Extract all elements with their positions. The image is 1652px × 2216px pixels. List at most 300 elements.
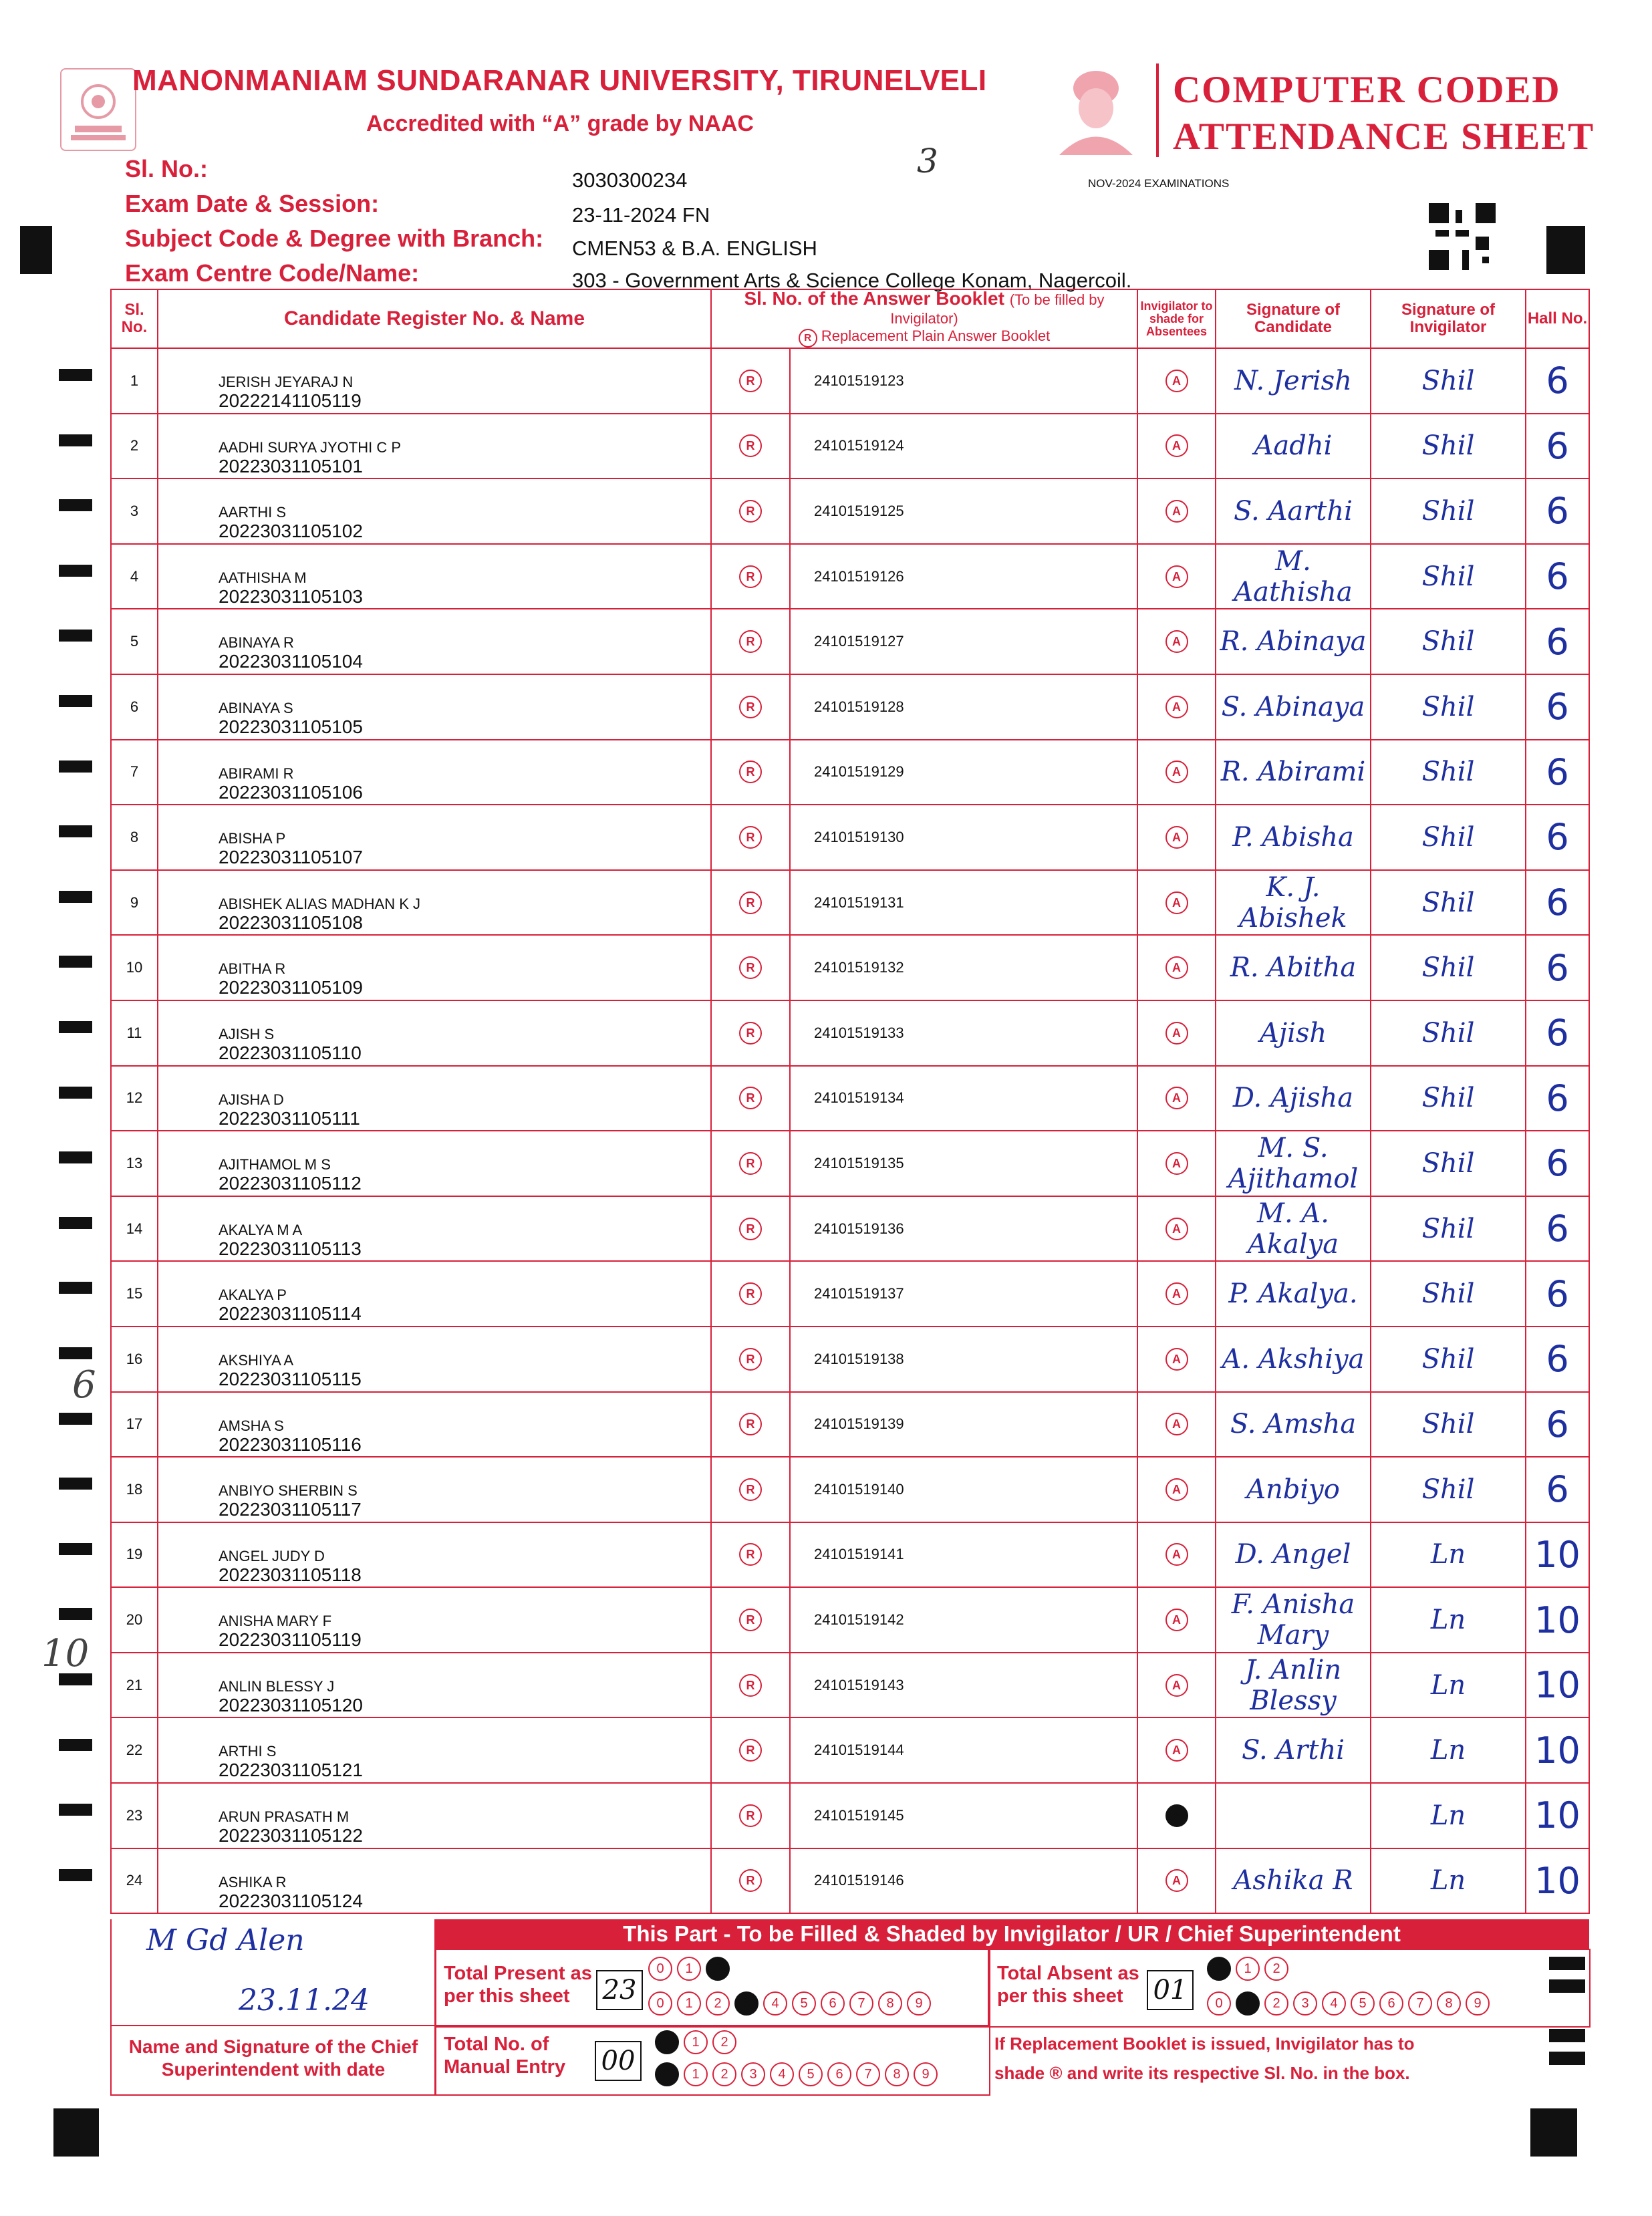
candidate-name: ARTHI S [219,1743,277,1760]
row-candidate [158,478,711,544]
timing-mark-right [1549,2029,1585,2042]
booklet-number: 24101519123 [790,348,1137,414]
replacement-r-bubble[interactable]: R [739,1413,762,1435]
candidate-signature: M. A. Akalya [1216,1196,1371,1262]
candidate-signature: A. Akshiya [1216,1327,1371,1392]
manual-entry-tens-bubbles[interactable] [655,2030,741,2054]
booklet-number: 24101519139 [790,1392,1137,1458]
timing-mark-left [59,499,92,511]
hall-number: 10 [1526,1587,1589,1653]
total-present-value: 23 [596,1970,643,2010]
table-row [111,609,1589,674]
header-divider [1156,63,1159,157]
chief-date: 23.11.24 [239,1983,370,2018]
invigilator-signature: Shil [1371,935,1526,1000]
hall-number: 6 [1526,1327,1589,1392]
hall-number: 6 [1526,1066,1589,1131]
timing-mark-left [59,369,92,381]
invigilator-signature: Ln [1371,1717,1526,1783]
centre-value: 303 - Government Arts & Science College Konam, Nagercoil. [572,269,1132,292]
absentee-cell [1137,1522,1216,1588]
replacement-r-bubble[interactable]: R [739,565,762,588]
replacement-bubble-cell [711,1261,790,1327]
timing-mark-left [59,956,92,968]
replacement-r-bubble[interactable]: R [739,370,762,392]
replacement-bubble-cell [711,935,790,1000]
col-booklet-title: Sl. No. of the Answer Booklet [744,288,1004,309]
absentee-cell [1137,1261,1216,1327]
invigilator-signature: Shil [1371,674,1526,740]
absentee-a-bubble[interactable]: A [1165,1348,1188,1371]
digit-bubble[interactable]: 2 [712,2030,736,2054]
replacement-r-bubble[interactable]: R [739,891,762,914]
absentee-a-bubble[interactable]: A [1165,1152,1188,1175]
table-row [111,1261,1589,1327]
digit-bubble[interactable]: 2 [1264,1991,1288,2016]
replacement-bubble-cell [711,1653,790,1718]
invigilator-signature: Ln [1371,1653,1526,1718]
digit-bubble[interactable]: 3 [1293,1991,1317,2016]
table-row [111,1196,1589,1262]
register-number: 20223031105110 [219,1042,362,1063]
invigilator-signature: Shil [1371,1392,1526,1458]
replacement-r-bubble[interactable]: R [739,1478,762,1501]
absentee-a-bubble[interactable]: A [1165,1218,1188,1240]
replacement-r-bubble[interactable]: R [739,1087,762,1109]
replacement-r-bubble[interactable]: R [739,1739,762,1762]
timing-mark-left [59,1282,92,1294]
timing-mark-left [59,1087,92,1099]
total-absent-tens-bubbles[interactable] [1207,1957,1293,1981]
digit-bubble[interactable]: 3 [741,2062,765,2086]
replacement-r-bubble[interactable]: R [739,1869,762,1892]
replacement-bubble-cell [711,478,790,544]
booklet-number: 24101519140 [790,1457,1137,1522]
table-row [111,478,1589,544]
hall-number: 6 [1526,609,1589,674]
digit-bubble[interactable]: 4 [770,2062,794,2086]
digit-bubble[interactable]: 6 [827,2062,851,2086]
absentee-a-bubble[interactable]: A [1165,370,1188,392]
hall-number: 6 [1526,740,1589,805]
digit-bubble[interactable]: 7 [849,1991,873,2016]
digit-bubble[interactable]: 0 [648,1957,672,1981]
timing-mark-left [59,1804,92,1816]
absentee-a-bubble[interactable]: A [1165,630,1188,653]
replacement-bubble-cell [711,805,790,870]
digit-bubble[interactable]: 5 [792,1991,816,2016]
absentee-a-bubble[interactable]: A [1165,565,1188,588]
invigilator-signature: Shil [1371,609,1526,674]
row-sl: 19 [111,1522,158,1588]
absentee-a-bubble[interactable]: A [1165,1543,1188,1566]
replacement-bubble-cell [711,870,790,936]
replacement-bubble-cell [711,1000,790,1066]
candidate-signature: J. Anlin Blessy [1216,1653,1371,1718]
timing-mark-left [59,630,92,642]
candidate-signature: R. Abitha [1216,935,1371,1000]
digit-bubble[interactable]: 2 [712,2062,736,2086]
invigilator-signature: Shil [1371,1261,1526,1327]
absentee-cell [1137,674,1216,740]
replacement-note [994,2029,1422,2088]
register-number: 20223031105115 [219,1368,362,1389]
absentee-cell [1137,1783,1216,1848]
replacement-bubble-cell [711,1457,790,1522]
replacement-r-bubble[interactable]: R [739,760,762,783]
row-sl: 12 [111,1066,158,1131]
replacement-r-bubble[interactable]: R [739,1218,762,1240]
absentee-a-bubble[interactable]: A [1165,956,1188,979]
invigilator-signature: Shil [1371,544,1526,609]
table-row [111,544,1589,609]
candidate-signature: S. Abinaya [1216,674,1371,740]
register-number: 20223031105106 [219,781,363,803]
hall-number: 6 [1526,1261,1589,1327]
row-candidate [158,870,711,936]
replacement-bubble-cell [711,740,790,805]
register-number: 20223031105121 [219,1760,363,1781]
absentee-a-bubble[interactable]: A [1165,434,1188,457]
candidate-signature: N. Jerish [1216,348,1371,414]
register-number: 20223031105119 [219,1629,362,1651]
hall-number: 6 [1526,935,1589,1000]
table-row [111,935,1589,1000]
digit-bubble[interactable]: 0 [655,2062,679,2086]
replacement-r-bubble[interactable]: R [739,1348,762,1371]
table-row [111,1848,1589,1914]
hall-number: 10 [1526,1783,1589,1848]
row-sl: 8 [111,805,158,870]
candidate-name: ANBIYO SHERBIN S [219,1482,358,1500]
row-sl: 20 [111,1587,158,1653]
absentee-cell [1137,544,1216,609]
row-sl: 13 [111,1131,158,1196]
digit-bubble[interactable]: 0 [655,2030,679,2054]
footer-title-bar: This Part - To be Filled & Shaded by Invigilator / UR / Chief Superintendent [434,1919,1589,1949]
table-row [111,1392,1589,1458]
row-sl: 24 [111,1848,158,1914]
row-candidate [158,1457,711,1522]
table-row [111,414,1589,479]
col-absentee: Invigilator to shade for Absentees [1137,289,1216,348]
row-sl: 17 [111,1392,158,1458]
digit-bubble[interactable]: 1 [684,2030,708,2054]
absentee-a-bubble[interactable]: A [1165,826,1188,849]
absentee-cell [1137,740,1216,805]
absentee-a-bubble[interactable]: A [1165,1413,1188,1435]
absentee-cell [1137,478,1216,544]
row-sl: 18 [111,1457,158,1522]
replacement-r-bubble[interactable]: R [739,1282,762,1305]
hall-number: 6 [1526,414,1589,479]
total-present-units-bubbles[interactable] [648,1991,936,2016]
row-candidate [158,1717,711,1783]
candidate-name: ANISHA MARY F [219,1613,332,1630]
digit-bubble[interactable]: 7 [1408,1991,1432,2016]
total-present-box [434,1949,990,2028]
row-candidate [158,609,711,674]
row-sl: 21 [111,1653,158,1718]
row-candidate [158,348,711,414]
absentee-a-bubble[interactable]: A [1165,891,1188,914]
row-candidate [158,1848,711,1914]
replacement-r-bubble[interactable]: R [739,1152,762,1175]
total-absent-value: 01 [1147,1970,1194,2010]
replacement-bubble-cell [711,1066,790,1131]
candidate-name: AADHI SURYA JYOTHI C P [219,438,402,456]
row-sl: 15 [111,1261,158,1327]
absentee-a-bubble[interactable]: A [1165,1282,1188,1305]
replacement-bubble-cell [711,414,790,479]
digit-bubble[interactable]: 6 [821,1991,845,2016]
absentee-a-bubble[interactable]: A [1165,1478,1188,1501]
row-sl: 9 [111,870,158,936]
absentee-cell [1137,609,1216,674]
chief-label: Name and Signature of the Chief Superintendent with date [128,2036,418,2080]
replacement-r-bubble[interactable]: R [739,956,762,979]
digit-bubble[interactable]: 1 [677,1957,701,1981]
sl-no-label: Sl. No.: [125,155,208,182]
register-number: 20223031105112 [219,1173,362,1194]
replacement-bubble-cell [711,1196,790,1262]
row-candidate [158,1066,711,1131]
col-hall: Hall No. [1526,289,1589,348]
candidate-signature: R. Abirami [1216,740,1371,805]
total-absent-label: Total Absent as per this sheet [997,1963,1139,2007]
timing-mark-left [59,695,92,707]
total-present-tens-bubbles[interactable] [648,1957,734,1981]
hall-number: 6 [1526,478,1589,544]
timing-mark-left [59,1413,92,1425]
booklet-number: 24101519129 [790,740,1137,805]
absentee-cell [1137,1848,1216,1914]
digit-bubble[interactable]: 9 [907,1991,931,2016]
col-sig-candidate: Signature of Candidate [1216,289,1371,348]
digit-bubble[interactable]: 2 [706,1991,730,2016]
replacement-r-bubble[interactable]: R [739,696,762,718]
digit-bubble[interactable]: 8 [885,2062,909,2086]
row-sl: 5 [111,609,158,674]
table-row [111,1000,1589,1066]
row-candidate [158,414,711,479]
candidate-signature: R. Abinaya [1216,609,1371,674]
col-booklet-note: (To be filled by Invigilator) [890,291,1105,327]
absentee-cell [1137,1066,1216,1131]
row-sl: 4 [111,544,158,609]
timing-mark-left [59,434,92,446]
digit-bubble[interactable]: 5 [1351,1991,1375,2016]
candidate-name: ANLIN BLESSY J [219,1677,335,1695]
digit-bubble[interactable]: 2 [1264,1957,1288,1981]
accreditation: Accredited with “A” grade by NAAC [366,111,754,136]
invigilator-signature: Ln [1371,1522,1526,1588]
candidate-name: AJITHAMOL M S [219,1156,331,1173]
booklet-number: 24101519143 [790,1653,1137,1718]
exam-date-value: 23-11-2024 FN [572,203,710,227]
candidate-name: AJISH S [219,1025,275,1043]
candidate-signature: S. Arthi [1216,1717,1371,1783]
digit-bubble[interactable]: 0 [648,1991,672,2016]
booklet-number: 24101519135 [790,1131,1137,1196]
booklet-number: 24101519145 [790,1783,1137,1848]
absentee-a-bubble[interactable]: A [1165,1674,1188,1697]
candidate-signature: Aadhi [1216,414,1371,479]
register-number: 20223031105105 [219,716,363,737]
candidate-signature: D. Angel [1216,1522,1371,1588]
booklet-number: 24101519137 [790,1261,1137,1327]
centre-label: Exam Centre Code/Name: [125,259,420,287]
document-title-line2: ATTENDANCE SHEET [1173,116,1595,158]
absentee-cell [1137,1131,1216,1196]
absentee-cell [1137,1653,1216,1718]
digit-bubble[interactable]: 0 [1207,1991,1231,2016]
booklet-number: 24101519126 [790,544,1137,609]
invigilator-signature: Shil [1371,805,1526,870]
digit-bubble[interactable]: 1 [1236,1957,1260,1981]
absentee-a-bubble[interactable]: A [1165,1804,1188,1827]
booklet-number: 24101519128 [790,674,1137,740]
digit-bubble[interactable]: 9 [1466,1991,1490,2016]
candidate-name: ABISHEK ALIAS MADHAN K J [219,895,420,912]
timing-mark-left [59,1478,92,1490]
absentee-a-bubble[interactable]: A [1165,1087,1188,1109]
col-booklet-sub: Replacement Plain Answer Booklet [821,327,1051,344]
col-candidate: Candidate Register No. & Name [158,289,711,348]
row-candidate [158,1392,711,1458]
register-number: 20223031105120 [219,1694,363,1715]
digit-bubble[interactable]: 3 [734,1991,759,2016]
replacement-bubble-cell [711,1392,790,1458]
candidate-name: ABITHA R [219,960,286,978]
absentee-cell [1137,1457,1216,1522]
replacement-r-bubble[interactable]: R [739,1022,762,1045]
row-sl: 10 [111,935,158,1000]
booklet-number: 24101519132 [790,935,1137,1000]
digit-bubble[interactable]: 2 [706,1957,730,1981]
digit-bubble[interactable]: 9 [914,2062,938,2086]
hall-number: 6 [1526,1000,1589,1066]
replacement-bubble-cell [711,609,790,674]
invigilator-signature: Shil [1371,348,1526,414]
replacement-r-bubble[interactable]: R [739,1609,762,1631]
booklet-number: 24101519138 [790,1327,1137,1392]
digit-bubble[interactable]: 7 [856,2062,880,2086]
subject-value: CMEN53 & B.A. ENGLISH [572,237,817,260]
candidate-signature: K. J. Abishek [1216,870,1371,936]
margin-mark-6: 6 [72,1363,96,1407]
invigilator-signature: Shil [1371,1066,1526,1131]
replacement-r-bubble[interactable]: R [739,1543,762,1566]
register-number: 20223031105113 [219,1238,362,1259]
candidate-name: AMSHA S [219,1417,284,1434]
booklet-number: 24101519142 [790,1587,1137,1653]
row-sl: 6 [111,674,158,740]
replacement-r-icon: R [799,329,817,348]
timing-mark-left [59,760,92,773]
invigilator-signature: Shil [1371,1457,1526,1522]
row-candidate [158,740,711,805]
digit-bubble[interactable]: 4 [1322,1991,1346,2016]
absentee-a-bubble[interactable]: A [1165,500,1188,523]
digit-bubble[interactable]: 6 [1379,1991,1403,2016]
margin-mark-10: 10 [41,1632,90,1675]
replacement-bubble-cell [711,1848,790,1914]
register-number: 20223031105117 [219,1499,362,1520]
document-title-line1: COMPUTER CODED [1173,69,1561,111]
replacement-r-bubble[interactable]: R [739,826,762,849]
absentee-a-bubble[interactable]: A [1165,1739,1188,1762]
timing-mark-right [1549,2052,1585,2065]
replacement-bubble-cell [711,1327,790,1392]
absentee-cell [1137,1587,1216,1653]
candidate-name: AJISHA D [219,1091,284,1108]
row-candidate [158,805,711,870]
exam-date-label: Exam Date & Session: [125,190,380,217]
hall-number: 10 [1526,1653,1589,1718]
manual-entry-units-bubbles[interactable] [655,2062,942,2086]
digit-bubble[interactable]: 0 [1207,1957,1231,1981]
candidate-name: AKSHIYA A [219,1351,294,1369]
replacement-bubble-cell [711,348,790,414]
row-sl: 2 [111,414,158,479]
absentee-a-bubble[interactable]: A [1165,1869,1188,1892]
absentee-a-bubble[interactable]: A [1165,1609,1188,1631]
digit-bubble[interactable]: 4 [763,1991,787,2016]
digit-bubble[interactable]: 1 [677,1991,701,2016]
invigilator-signature: Shil [1371,478,1526,544]
digit-bubble[interactable]: 5 [799,2062,823,2086]
subject-label: Subject Code & Degree with Branch: [125,225,544,252]
table-row [111,1327,1589,1392]
invigilator-signature: Shil [1371,1000,1526,1066]
row-candidate [158,1587,711,1653]
chief-signature-box [110,1919,436,2026]
absentee-a-bubble[interactable]: A [1165,760,1188,783]
row-sl: 11 [111,1000,158,1066]
digit-bubble[interactable]: 1 [1236,1991,1260,2016]
digit-bubble[interactable]: 1 [684,2062,708,2086]
absentee-a-bubble[interactable]: A [1165,696,1188,718]
absentee-cell [1137,1196,1216,1262]
hall-number: 6 [1526,870,1589,936]
timing-mark-left [59,825,92,837]
replacement-r-bubble[interactable]: R [739,500,762,523]
timing-mark-left [59,891,92,903]
replacement-r-bubble[interactable]: R [739,1674,762,1697]
absentee-cell [1137,1000,1216,1066]
timing-mark-left [59,1021,92,1033]
digit-bubble[interactable]: 8 [1437,1991,1461,2016]
absentee-a-bubble[interactable]: A [1165,1022,1188,1045]
digit-bubble[interactable]: 8 [878,1991,902,2016]
candidate-signature: Ajish [1216,1000,1371,1066]
table-row [111,1717,1589,1783]
replacement-r-bubble[interactable]: R [739,1804,762,1827]
replacement-r-bubble[interactable]: R [739,434,762,457]
invigilator-signature: Ln [1371,1587,1526,1653]
university-logo [60,68,136,151]
candidate-signature: P. Abisha [1216,805,1371,870]
register-number: 20223031105107 [219,847,363,868]
row-candidate [158,1522,711,1588]
total-absent-units-bubbles[interactable] [1207,1991,1494,2016]
timing-block-right [1546,226,1585,274]
register-number: 20223031105122 [219,1825,363,1846]
table-row [111,674,1589,740]
replacement-r-bubble[interactable]: R [739,630,762,653]
table-row [111,1783,1589,1848]
